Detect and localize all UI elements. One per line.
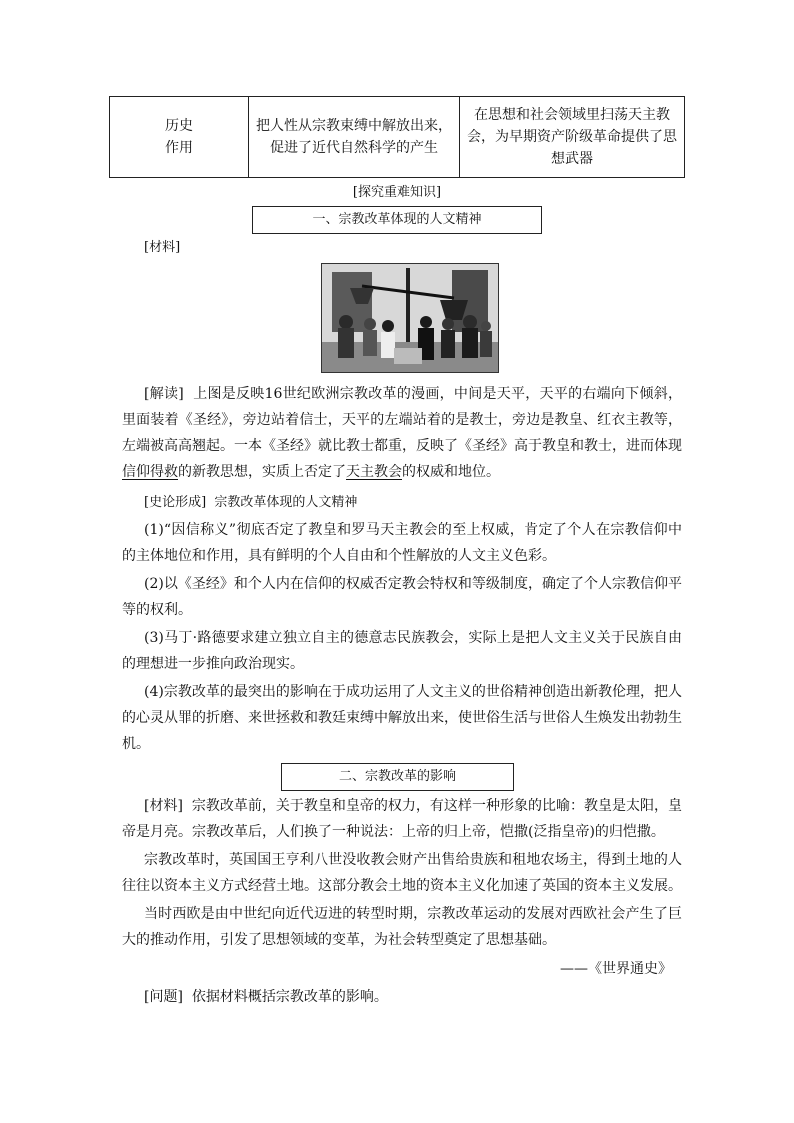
- interpret-text-a: 上图是反映16世纪欧洲宗教改革的漫画，中间是天平，天平的右端向下倾斜，里面装着《圣经》，旁边站着信士，天平的左端站着的是教士，旁边是教皇、红衣主教等，左端被高高翘起。一本《圣经》就比教士都重，反映了《圣经》高于教皇和教士，进而体现: [122, 386, 682, 454]
- interpret-label: [解读]: [144, 386, 184, 402]
- source-citation: ——《世界通史》: [560, 961, 672, 977]
- row-label: 历史 作用: [165, 118, 193, 156]
- interpret-text-b: 的新教思想，实质上否定了: [178, 464, 346, 480]
- cartoon-illustration: [322, 264, 498, 372]
- point-2: (2)以《圣经》和个人内在信仰的权威否定教会特权和等级制度，确定了个人宗教信仰平等的权利。: [122, 576, 682, 618]
- table-cell: [460, 97, 685, 178]
- summary-table: [109, 96, 685, 178]
- point-1: (1)“因信称义”彻底否定了教皇和罗马天主教会的至上权威，肯定了个人在宗教信仰中的主体地位和作用，具有鲜明的个人自由和个性解放的人文主义色彩。: [122, 522, 682, 564]
- cell-text: 在思想和社会领域里扫荡天主教会，为早期资产阶级革命提供了思想武器: [467, 107, 677, 167]
- interpretation-paragraph: [122, 381, 682, 485]
- table-cell: [249, 97, 460, 178]
- material-label: [材料]: [144, 798, 183, 814]
- theory-heading: [122, 490, 682, 516]
- point-3: (3)马丁·路德要求建立独立自主的德意志民族教会，实际上是把人文主义关于民族自由的理想进一步推向政治现实。: [122, 630, 682, 672]
- cell-text: 把人性从宗教束缚中解放出来，促进了近代自然科学的产生: [256, 118, 452, 156]
- material-paragraph-2: 宗教改革时，英国国王亨利八世没收教会财产出售给贵族和租地农场主，得到土地的人往往以资本主义方式经营土地。这部分教会土地的资本主义化加速了英国的资本主义发展。: [122, 852, 682, 894]
- underlined-term-church: 天主教会: [346, 464, 402, 480]
- underlined-term-faith: 信仰得救: [122, 464, 178, 480]
- theory-title: 宗教改革体现的人文精神: [214, 495, 358, 510]
- material-label: [材料]: [144, 240, 181, 255]
- material-text-1: 宗教改革前，关于教皇和皇帝的权力，有这样一种形象的比喻：教皇是太阳，皇帝是月亮。宗教改革后，人们换了一种说法：上帝的归上帝，恺撒(泛指皇帝)的归恺撒。: [122, 798, 682, 840]
- table-row: [110, 97, 685, 178]
- section-tag: [探究重难知识]: [352, 185, 442, 200]
- material-paragraph-3: 当时西欧是由中世纪向近代迈进的转型时期，宗教改革运动的发展对西欧社会产生了巨大的推动作用，引发了思想领域的变革，为社会转型奠定了思想基础。: [122, 906, 682, 948]
- interpret-text-c: 的权威和地位。: [402, 464, 500, 480]
- point-4: (4)宗教改革的最突出的影响在于成功运用了人文主义的世俗精神创造出新教伦理，把人的心灵从罪的折磨、来世拯救和教廷束缚中解放出来，使世俗生活与世俗人生焕发出勃勃生机。: [122, 684, 682, 752]
- row-label-cell: [110, 97, 249, 178]
- material-paragraph-1: [122, 793, 682, 845]
- question-text: 依据材料概括宗教改革的影响。: [191, 989, 388, 1005]
- section-heading-2: 二、宗教改革的影响: [281, 763, 514, 791]
- question-label: [问题]: [144, 989, 183, 1005]
- reformation-cartoon-image: [321, 263, 499, 373]
- section-heading-1: 一、宗教改革体现的人文精神: [252, 206, 542, 234]
- theory-label: [史论形成]: [144, 495, 207, 510]
- question-paragraph: [122, 984, 682, 1010]
